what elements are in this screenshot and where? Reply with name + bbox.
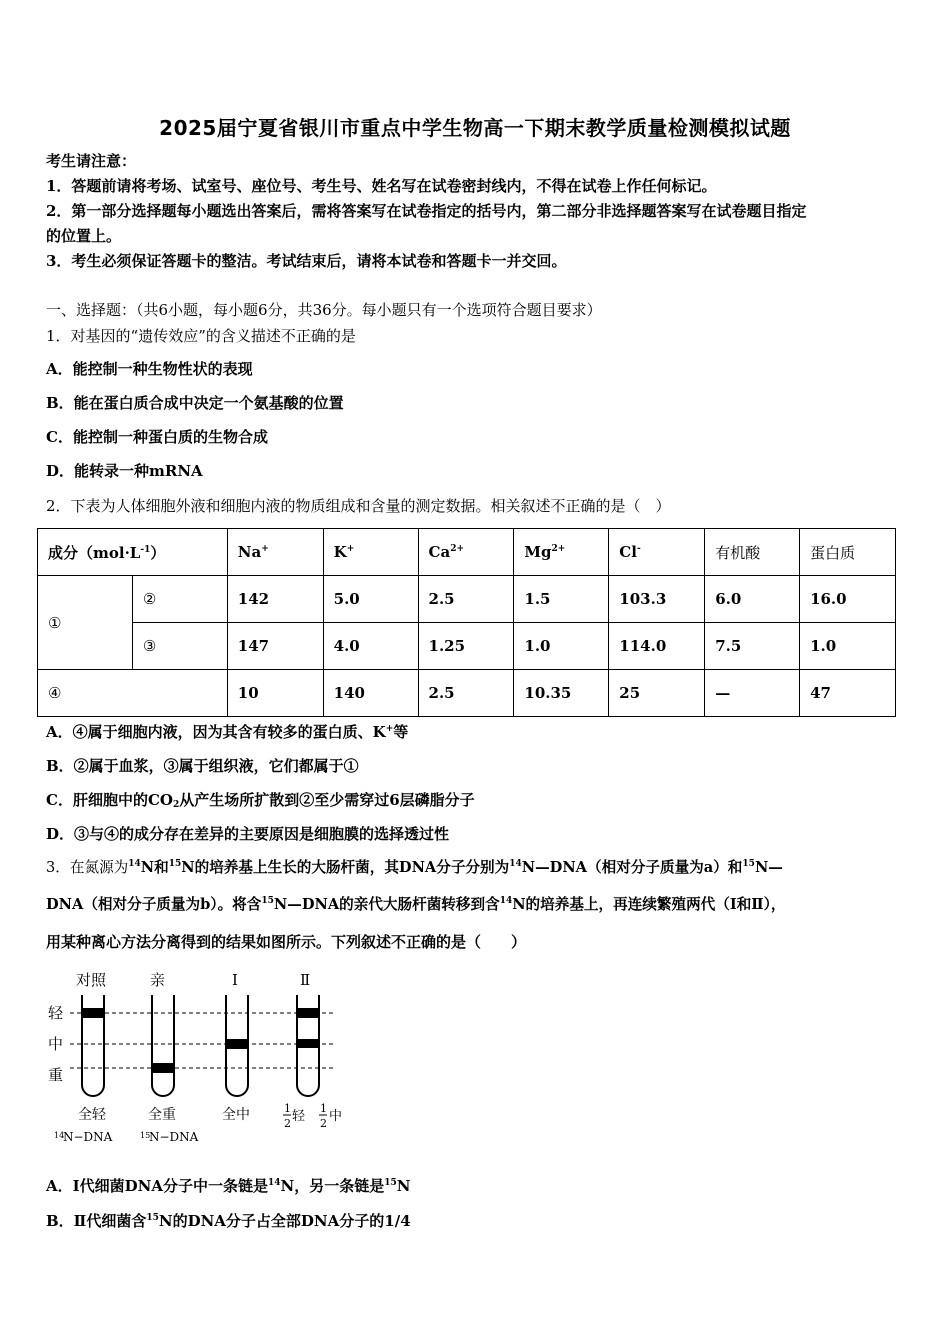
cell-ca: 2.5 bbox=[418, 670, 514, 717]
band-gen2-light bbox=[297, 1008, 319, 1018]
cell-na: 147 bbox=[227, 623, 323, 670]
question-1-option-b: B．能在蛋白质合成中决定一个氨基酸的位置 bbox=[46, 394, 344, 412]
question-3-option-b: B．Ⅱ代细菌含$^{15}$N的DNA分子占全部DNA分子的1/4 bbox=[46, 1212, 411, 1230]
cell-protein: 1.0 bbox=[800, 623, 896, 670]
cell-mg: 1.0 bbox=[514, 623, 609, 670]
question-2-option-c: C．肝细胞中的$CO_2$从产生场所扩散到②至少需穿过6层磷脂分子 bbox=[46, 791, 475, 810]
question-1-stem: 1．对基因的“遗传效应”的含义描述不正确的是 bbox=[46, 327, 356, 345]
centrifuge-figure bbox=[46, 967, 356, 1145]
frac-num: 1 bbox=[284, 1102, 291, 1115]
label-half-middle: 中 bbox=[329, 1109, 343, 1124]
cell-organic: — bbox=[705, 670, 800, 717]
cell-na: 142 bbox=[227, 576, 323, 623]
question-1-option-a: A．能控制一种生物性状的表现 bbox=[46, 360, 253, 378]
row-id: ④ bbox=[38, 670, 228, 717]
frac-num: 1 bbox=[320, 1102, 327, 1115]
cell-ca: 1.25 bbox=[418, 623, 514, 670]
cell-protein: 47 bbox=[800, 670, 896, 717]
label-gen-2: Ⅱ bbox=[300, 971, 311, 989]
question-3-stem-line-1: 3．在氮源为$^{14}$N和$^{15}$N的培养基上生长的大肠杆菌，其DNA分子分别为$^{14}$N—DNA（相对分子质量为a）和$^{15}$N— bbox=[46, 859, 783, 876]
band-control-light bbox=[82, 1008, 104, 1018]
header-component: 成分$(mol\cdot L^{-1})$ bbox=[38, 529, 228, 576]
page-title: 2025届宁夏省银川市重点中学生物高一下期末教学质量检测模拟试题 bbox=[159, 116, 791, 140]
cell-organic: 7.5 bbox=[705, 623, 800, 670]
cell-na: 10 bbox=[227, 670, 323, 717]
notice-heading: 考生请注意： bbox=[46, 152, 137, 170]
frac-den: 2 bbox=[320, 1117, 327, 1130]
question-3-stem-line-3: 用某种离心方法分离得到的结果如图所示。下列叙述不正确的是（ ） bbox=[46, 933, 527, 951]
label-n14-dna: N−DNA bbox=[63, 1130, 113, 1144]
cell-k: 140 bbox=[323, 670, 418, 717]
label-control: 对照 bbox=[76, 971, 107, 989]
table-row bbox=[38, 623, 896, 670]
header-na: Na+ bbox=[227, 529, 323, 576]
label-light: 轻 bbox=[48, 1004, 64, 1022]
header-mg: $Mg^{2+}$ bbox=[514, 529, 609, 576]
cell-ca: 2.5 bbox=[418, 576, 514, 623]
table-header-row bbox=[38, 529, 896, 576]
question-3-option-a: A．Ⅰ代细菌DNA分子中一条链是$^{14}$N，另一条链是$^{15}$N bbox=[46, 1177, 411, 1195]
label-half-light: 轻 bbox=[292, 1109, 306, 1124]
tube-parent bbox=[152, 995, 174, 1096]
header-k: K+ bbox=[323, 529, 418, 576]
label-all-heavy: 全重 bbox=[148, 1107, 176, 1123]
cell-mg: 1.5 bbox=[514, 576, 609, 623]
header-ca: $Ca^{2+}$ bbox=[418, 529, 514, 576]
notice-item: 2．第一部分选择题每小题选出答案后，需将答案写在试卷指定的括号内，第二部分非选择题答案写在试卷题目指定 bbox=[46, 202, 807, 220]
notice-item: 3．考生必须保证答题卡的整洁。考试结束后，请将本试卷和答题卡一并交回。 bbox=[46, 252, 567, 270]
question-2-option-d: D．③与④的成分存在差异的主要原因是细胞膜的选择透过性 bbox=[46, 825, 450, 843]
table-row bbox=[38, 576, 896, 623]
row-id: ② bbox=[132, 576, 227, 623]
label-gen-1: Ⅰ bbox=[232, 971, 238, 989]
label-middle: 中 bbox=[48, 1035, 64, 1053]
question-1-option-d: D．能转录一种mRNA bbox=[46, 462, 203, 480]
cell-organic: 6.0 bbox=[705, 576, 800, 623]
notice-item: 的位置上。 bbox=[46, 227, 122, 245]
cell-cl: 25 bbox=[609, 670, 705, 717]
band-gen1-middle bbox=[226, 1039, 248, 1049]
label-parent: 亲 bbox=[150, 971, 166, 989]
row-id: ③ bbox=[132, 623, 227, 670]
header-protein: 蛋白质 bbox=[800, 529, 896, 576]
group-label: ① bbox=[38, 576, 133, 670]
cell-mg: 10.35 bbox=[514, 670, 609, 717]
superscript-14: 14 bbox=[54, 1131, 65, 1140]
composition-table bbox=[37, 528, 896, 717]
label-all-light: 全轻 bbox=[78, 1107, 106, 1123]
superscript-15: 15 bbox=[140, 1131, 151, 1140]
question-1-option-c: C．能控制一种蛋白质的生物合成 bbox=[46, 428, 268, 446]
cell-k: 5.0 bbox=[323, 576, 418, 623]
table-row bbox=[38, 670, 896, 717]
label-all-middle: 全中 bbox=[222, 1107, 250, 1123]
header-cl: Cl- bbox=[609, 529, 705, 576]
cell-protein: 16.0 bbox=[800, 576, 896, 623]
cell-cl: 103.3 bbox=[609, 576, 705, 623]
band-parent-heavy bbox=[152, 1063, 174, 1073]
cell-cl: 114.0 bbox=[609, 623, 705, 670]
label-n15-dna: N−DNA bbox=[149, 1130, 199, 1144]
notice-item: 1．答题前请将考场、试室号、座位号、考生号、姓名写在试卷密封线内，不得在试卷上作任何标记。 bbox=[46, 177, 717, 195]
question-2-option-b: B．②属于血浆，③属于组织液，它们都属于① bbox=[46, 757, 359, 775]
question-2-option-a: A．④属于细胞内液，因为其含有较多的蛋白质、K+等 bbox=[46, 723, 409, 741]
question-2-stem: 2．下表为人体细胞外液和细胞内液的物质组成和含量的测定数据。相关叙述不正确的是（ ） bbox=[46, 497, 671, 515]
question-3-stem-line-2: DNA（相对分子质量为b）。将含$^{15}$N—DNA的亲代大肠杆菌转移到含$^{14}$N的培养基上，再连续繁殖两代（Ⅰ和Ⅱ）， bbox=[46, 896, 786, 913]
header-organic-acid: 有机酸 bbox=[705, 529, 800, 576]
section-heading: 一、选择题：（共6小题，每小题6分，共36分。每小题只有一个选项符合题目要求） bbox=[46, 301, 602, 319]
band-gen2-middle bbox=[297, 1039, 319, 1048]
cell-k: 4.0 bbox=[323, 623, 418, 670]
frac-den: 2 bbox=[284, 1117, 291, 1130]
label-heavy: 重 bbox=[48, 1066, 64, 1084]
